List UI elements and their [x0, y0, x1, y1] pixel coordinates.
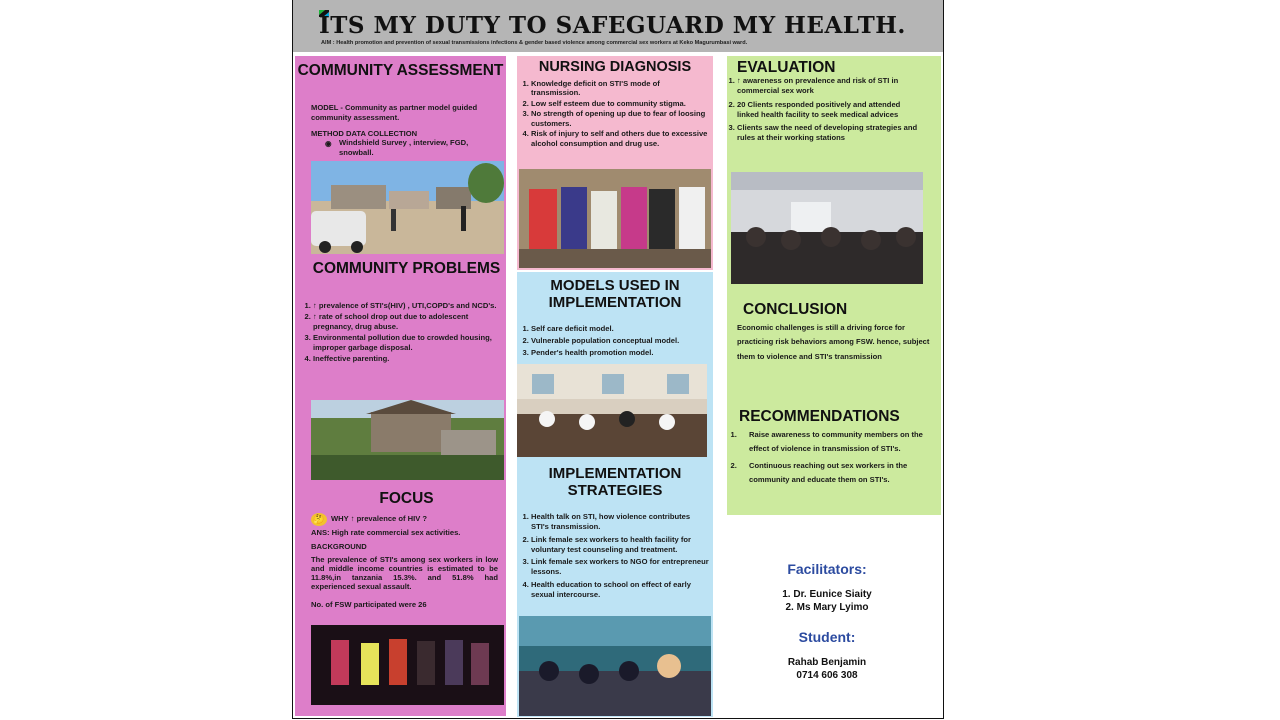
model-text: MODEL - Community as partner model guided community assessment. [311, 103, 478, 123]
evaluation-item: 3. Clients saw the need of developing strategies and rules at their working stations [737, 123, 923, 143]
women-group-photo [519, 169, 711, 268]
evaluation-list [723, 76, 923, 144]
strategy-item: 2. Link female sex workers to health facility for voluntary test counseling and treatment. [531, 535, 709, 555]
strategy-item: 1. Health talk on STI, how violence contributes STI's transmission. [531, 512, 709, 532]
conclusion-text: Economic challenges is still a driving force for practicing risk behaviors among FSW. hence, subject them to violence and STI's transmission [737, 323, 930, 361]
participants-text: No. of FSW participated were 26 [311, 600, 427, 609]
aim-text: AIM : Health promotion and prevention of sexual transmissions infections & gender based violence among commercial sex workers at Keko Magurumbasi ward. [321, 40, 748, 46]
problem-item: 3. Environmental pollution due to crowded housing, improper garbage disposal. [313, 333, 503, 353]
student-phone: 0714 606 308 [796, 670, 858, 681]
column-assessment [295, 56, 506, 716]
strategy-item: 4. Health education to school on effect of early sexual intercourse. [531, 580, 709, 600]
recommendations-list [723, 428, 925, 489]
strategy-item: 3. Link female sex workers to NGO for entrepreneur lessons. [531, 557, 709, 577]
models-list [519, 323, 713, 359]
models-heading: MODELS USED IN IMPLEMENTATION [548, 277, 682, 311]
bullet-icon: ◉ [325, 139, 332, 148]
evaluation-item: 1. ↑ awareness on prevalence and risk of STI in commercial sex work [737, 76, 923, 96]
column-evaluation [727, 56, 941, 515]
background-text: The prevalence of STI's among sex workers in low and middle income countries is estimated to be 11.8%,in tanzania 15.3%. and 51.8% had experienced sexual assault. [311, 555, 498, 591]
implementation-list [517, 512, 709, 601]
facilitator-1: 1. Dr. Eunice Siaity [782, 589, 872, 600]
model-item: 1. Self care deficit model. [531, 323, 713, 334]
recommendation-item: 2. Continuous reaching out sex workers in the community and educate them on STI's. [739, 459, 925, 488]
focus-why: WHY ↑ prevalence of HIV ? [331, 514, 428, 523]
model-item: 3. Pender's health promotion model. [531, 347, 713, 358]
poster-title: ITS MY DUTY TO SAFEGUARD MY HEALTH. [319, 12, 906, 39]
diagnosis-item: 1. Knowledge deficit on STI'S mode of transmission. [531, 79, 709, 98]
focus-ans: ANS: High rate commercial sex activities. [311, 528, 461, 537]
method-label: METHOD DATA COLLECTION [311, 129, 418, 138]
problem-item: 1. ↑ prevalence of STI's(HIV) , UTI,COPD's and NCD's. [313, 301, 503, 311]
diagnosis-item: 4. Risk of injury to self and others due to excessive alcohol consumption and drug use. [531, 129, 709, 148]
group-photo [311, 625, 504, 705]
diagnosis-item: 3. No strength of opening up due to fear of loosing customers. [531, 109, 709, 128]
community-assessment-heading: COMMUNITY ASSESSMENT [297, 62, 504, 79]
seminar-photo [731, 172, 923, 284]
background-label: BACKGROUND [311, 542, 367, 551]
conclusion-heading: CONCLUSION [743, 301, 848, 318]
community-problems-heading: COMMUNITY PROBLEMS [312, 260, 501, 277]
recommendations-heading: RECOMMENDATIONS [739, 408, 900, 425]
thinking-face-icon: 🤔 [311, 513, 327, 526]
slum-photo [311, 400, 504, 480]
nursing-diagnosis-list [517, 79, 709, 149]
problem-item: 4. Ineffective parenting. [313, 354, 503, 364]
evaluation-item: 2. 20 Clients responded positively and attended linked health facility to seek medical advices [737, 100, 923, 120]
nursing-diagnosis-heading: NURSING DIAGNOSIS [538, 59, 692, 75]
student-heading: Student: [798, 629, 856, 645]
column-implementation [517, 272, 713, 717]
diagnosis-item: 2. Low self esteem due to community stigma. [531, 99, 709, 108]
classroom-photo [517, 364, 707, 457]
problem-item: 2. ↑ rate of school drop out due to adolescent pregnancy, drug abuse. [313, 312, 503, 332]
community-problems-list [299, 301, 503, 366]
focus-heading: FOCUS [379, 490, 434, 507]
evaluation-heading: EVALUATION [737, 59, 836, 76]
facilitator-2: 2. Ms Mary Lyimo [785, 602, 869, 613]
implementation-heading: IMPLEMENTATION STRATEGIES [548, 465, 682, 499]
recommendation-item: 1. Raise awareness to community members on the effect of violence in transmission of STI's. [739, 428, 925, 457]
student-name: Rahab Benjamin [787, 657, 867, 668]
school-children-photo [519, 616, 711, 716]
facilitators-heading: Facilitators: [787, 561, 867, 577]
column-diagnosis [517, 56, 713, 270]
street-photo [311, 161, 504, 254]
model-item: 2. Vulnerable population conceptual model. [531, 335, 713, 346]
poster [292, 0, 944, 719]
method-item: Windshield Survey , interview, FGD, snowball. [339, 138, 469, 158]
title-banner [293, 0, 944, 55]
